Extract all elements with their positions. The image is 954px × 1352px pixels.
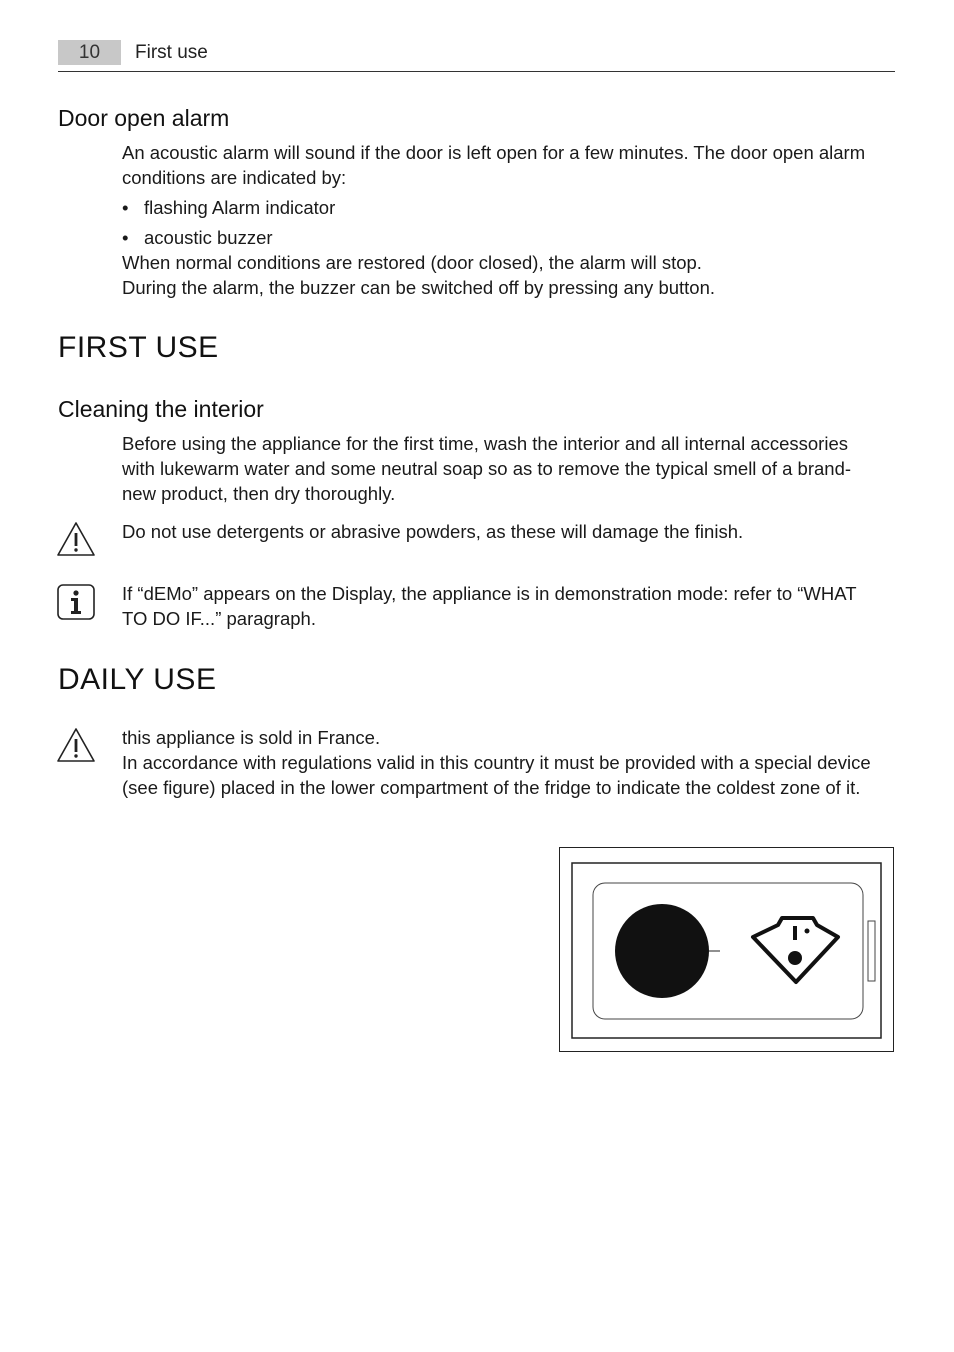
bullet-text: flashing Alarm indicator [144,197,336,218]
page-header [58,40,895,72]
door-open-alarm-heading: Door open alarm [58,105,230,131]
coldest-zone-indicator-icon [560,848,893,1051]
cleaning-text: Before using the appliance for the first time, wash the interior and all internal accessories with lukewarm water and some neutral soap so as to remove the typical smell of a brand-new product, then dry thoroughly. [122,433,852,504]
bullet-text: acoustic buzzer [144,227,273,248]
coldest-zone-figure [559,847,894,1052]
list-item: • acoustic buzzer [122,227,273,248]
door-alarm-restore-text: When normal conditions are restored (door closed), the alarm will stop. [122,252,702,273]
france-warning-line1: this appliance is sold in France. [122,727,381,748]
warning-text: Do not use detergents or abrasive powders, as these will damage the finish. [122,521,744,542]
section-title: First use [135,42,208,63]
info-icon [56,583,96,621]
france-warning-line2: In accordance with regulations valid in this country it must be provided with a special device (see figure) placed in the lower compartment of the fridge to indicate the coldest zone of it. [122,752,871,798]
cleaning-interior-heading: Cleaning the interior [58,396,264,422]
info-text: If “dEMo” appears on the Display, the appliance is in demonstration mode: refer to “WHAT TO DO IF...” paragraph. [122,583,857,629]
list-item: • flashing Alarm indicator [122,197,336,218]
door-alarm-buzzer-text: During the alarm, the buzzer can be switched off by pressing any button. [122,277,716,298]
warning-triangle-icon [56,520,96,558]
warning-triangle-icon [56,726,96,764]
page-number: 10 [58,40,121,65]
first-use-heading: FIRST USE [58,331,219,364]
daily-use-heading: DAILY USE [58,663,217,696]
door-alarm-intro: An acoustic alarm will sound if the door is left open for a few minutes. The door open alarm conditions are indicated by: [122,142,866,188]
